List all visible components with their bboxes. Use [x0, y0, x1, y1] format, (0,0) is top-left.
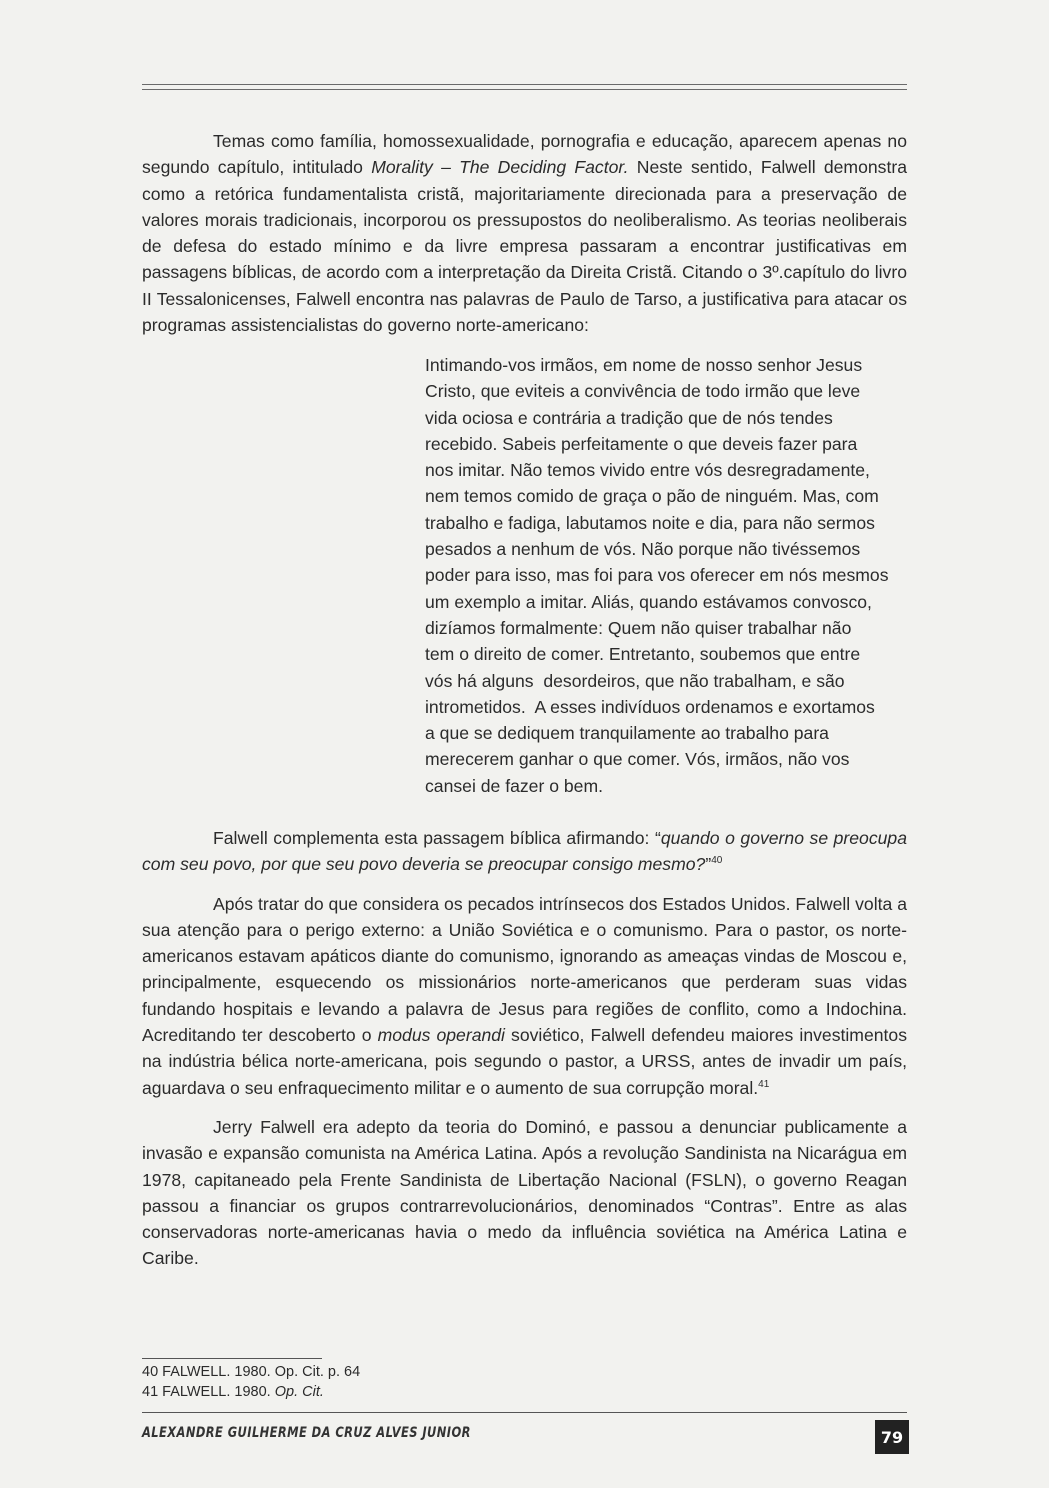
- quote-line: cansei de fazer o bem.: [425, 775, 603, 796]
- footnote-41-text: 41 FALWELL. 1980.: [142, 1384, 275, 1400]
- footnote-ref-41[interactable]: 41: [758, 1078, 770, 1090]
- quote-line: Cristo, que eviteis a convivência de todo irmão que leve: [425, 381, 861, 402]
- paragraph-3-text-a: Após tratar do que considera os pecados intrínsecos dos Estados Unidos. Falwell volta a sua atenção para o perigo externo: a União Soviética e o comunismo. Para o pastor, os norte-americanos estavam apáticos diante do comunismo, ignorando as ameaças vindas de Moscou e, principalmente, esquecendo os missionários norte-americanos que perderam suas vidas fundando hospitais e levando a palavra de Jesus para regiões de conflito, como a Indochina. Acreditando ter descoberto o: [142, 893, 907, 1046]
- book-chapter-title: Morality – The Deciding Factor.: [371, 157, 629, 178]
- quote-line: trabalho e fadiga, labutamos noite e dia, para não sermos: [425, 512, 875, 533]
- quote-line: recebido. Sabeis perfeitamente o que deveis fazer para: [425, 433, 858, 454]
- paragraph-2-close: ”: [705, 854, 712, 875]
- quote-line: merecerem ganhar o que comer. Vós, irmãos, não vos: [425, 749, 850, 770]
- quote-line: um exemplo a imitar. Aliás, quando estávamos convosco,: [425, 591, 872, 612]
- footnote-40-text: 40 FALWELL. 1980. Op. Cit. p. 64: [142, 1364, 361, 1380]
- paragraph-2: [142, 825, 907, 878]
- quote-line: poder para isso, mas foi para vos oferecer em nós mesmos: [425, 565, 889, 586]
- quote-line: Intimando-vos irmãos, em nome de nosso senhor Jesus: [425, 355, 863, 375]
- quote-line: intrometidos. A esses indivíduos ordenamos e exortamos: [425, 696, 875, 717]
- footnotes: [142, 1362, 360, 1402]
- footer-rule: [142, 1412, 907, 1413]
- paragraph-3: [142, 891, 907, 1101]
- footnote-ref-40[interactable]: 40: [711, 855, 723, 867]
- paragraph-3-text-b: soviético, Falwell defendeu maiores investimentos na indústria bélica norte-americana, pois segundo o pastor, a URSS, antes de invadir um país, aguardava o seu enfraquecimento militar e o aumento de sua corrupção moral.: [142, 1025, 907, 1098]
- quote-line: nos imitar. Não temos vivido entre vós desregradamente,: [425, 460, 870, 481]
- footer-author: ALEXANDRE GUILHERME DA CRUZ ALVES JUNIOR: [142, 1425, 471, 1441]
- page-number: 79: [875, 1420, 909, 1454]
- paragraph-1: [142, 128, 907, 338]
- header-rule: [142, 84, 907, 90]
- paragraph-1-text-a: Temas como família, homossexualidade, pornografia e educação, aparecem apenas no segundo capítulo, intitulado: [142, 131, 907, 178]
- lower-text: [142, 825, 907, 1285]
- footnote-41: [142, 1382, 360, 1402]
- quote-line: dizíamos formalmente: Quem não quiser trabalhar não: [425, 617, 852, 638]
- quote-line: vós há alguns desordeiros, que não trabalham, e são: [425, 670, 845, 691]
- footnote-rule: [142, 1358, 322, 1359]
- paragraph-2-text: Falwell complementa esta passagem bíblica afirmando: “: [213, 828, 661, 848]
- paragraph-4: Jerry Falwell era adepto da teoria do Dominó, e passou a denunciar publicamente a invasão e expansão comunista na América Latina. Após a revolução Sandinista na Nicarágua em 1978, capitaneado pela Frente Sandinista de Libertação Nacional (FSLN), o governo Reagan passou a financiar os grupos contrarrevolucionários, denominados “Contras”. Entre as alas conservadoras norte-americanas havia o medo da influência soviética na América Latina e Caribe.: [142, 1116, 907, 1269]
- quote-line: a que se dediquem tranquilamente ao trabalho para: [425, 723, 829, 744]
- block-quote: [425, 352, 907, 799]
- quote-line: vida ociosa e contrária a tradição que de nós tendes: [425, 407, 833, 428]
- quote-line: tem o direito de comer. Entretanto, soubemos que entre: [425, 644, 861, 665]
- quote-line: nem temos comido de graça o pão de ninguém. Mas, com: [425, 486, 879, 507]
- paragraph-1-text-b: Neste sentido, Falwell demonstra como a retórica fundamentalista cristã, majoritariamente direcionada para a preservação de valores morais tradicionais, incorporou os pressupostos do neoliberalismo. As teorias neoliberais de defesa do estado mínimo e da livre empresa passaram a encontrar justificativas em passagens bíblicas, de acordo com a interpretação da Direita Cristã. Citando o 3º.capítulo do livro II Tessalonicenses, Falwell encontra nas palavras de Paulo de Tarso, a justificativa para atacar os programas assistencialistas do governo norte-americano:: [142, 157, 907, 336]
- paragraph-3-italic: modus operandi: [377, 1025, 505, 1046]
- quote-line: pesados a nenhum de vós. Não porque não tivéssemos: [425, 539, 861, 560]
- paragraph-2-quote: quando o governo se preocupa com seu povo, por que seu povo deveria se preocupar consigo mesmo?: [142, 828, 907, 875]
- footnote-41-italic: Op. Cit.: [274, 1384, 324, 1400]
- footnote-40: [142, 1362, 360, 1382]
